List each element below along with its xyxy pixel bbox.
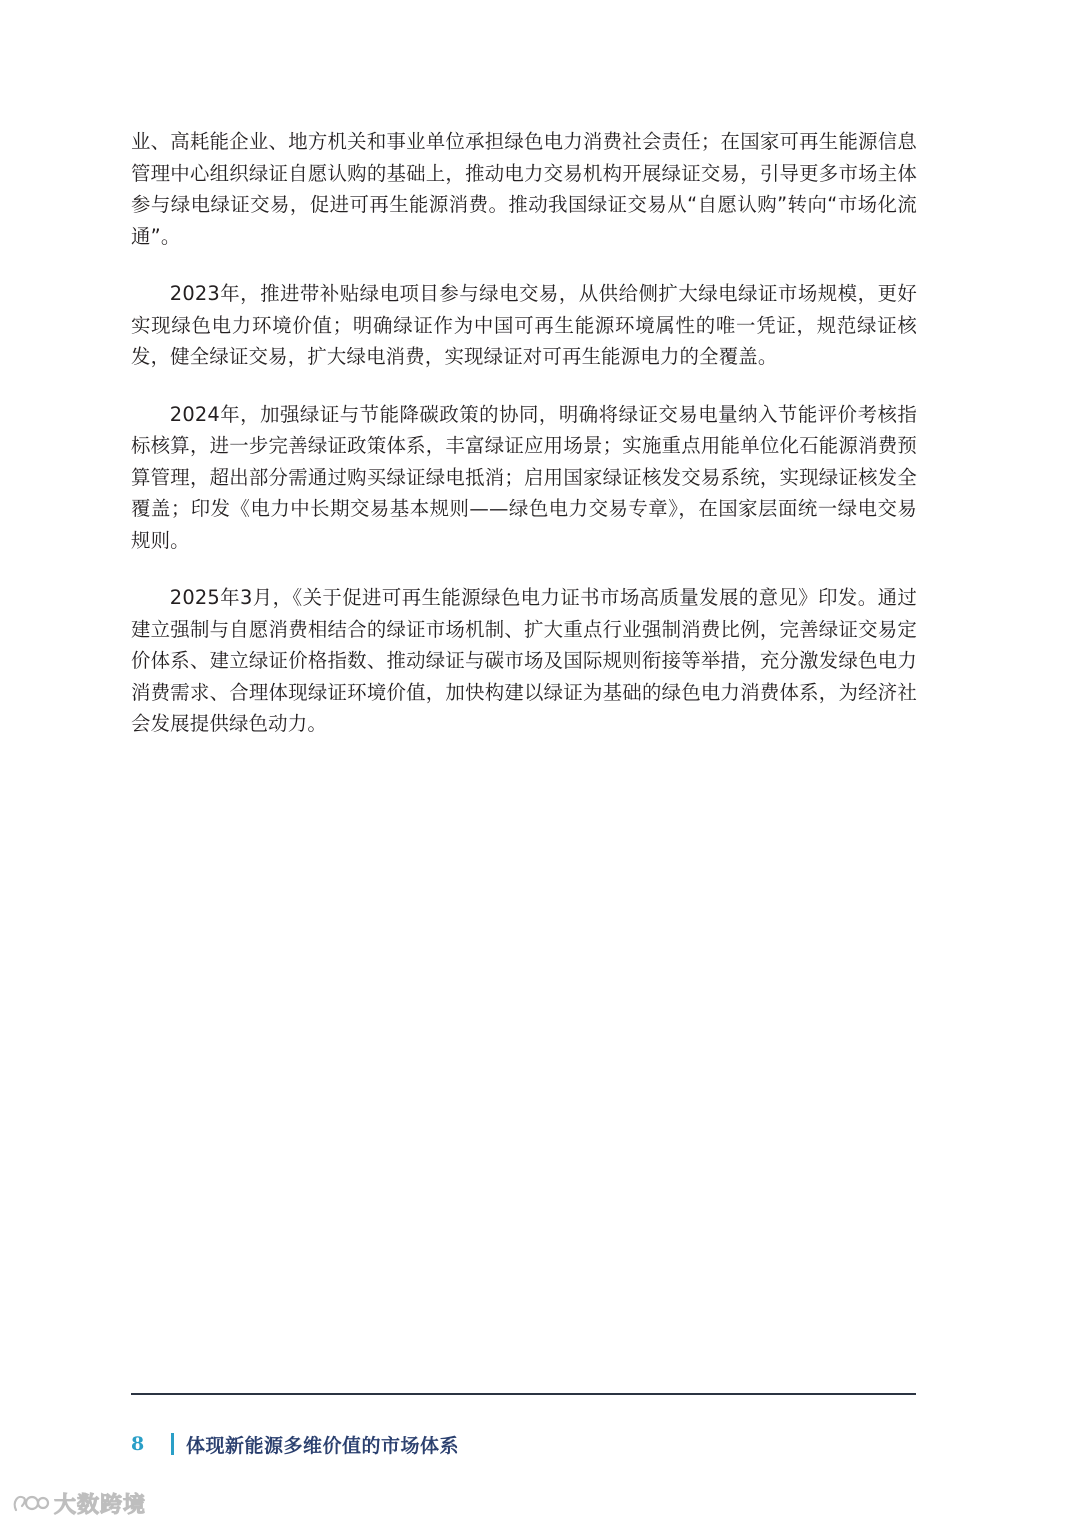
paragraph: 业、高耗能企业、地方机关和事业单位承担绿色电力消费社会责任；在国家可再生能源信息管理中心组织绿证自愿认购的基础上，推动电力交易机构开展绿证交易，引导更多市场主体参与绿电绿证交易，促进可再生能源消费。推动我国绿证交易从“自愿认购”转向“市场化流通”。 [131,130,917,248]
paragraph: 2023年，推进带补贴绿电项目参与绿电交易，从供给侧扩大绿电绿证市场规模，更好实现绿色电力环境价值；明确绿证作为中国可再生能源环境属性的唯一凭证，规范绿证核发，健全绿证交易，扩大绿电消费，实现绿证对可再生能源电力的全覆盖。 [131,282,917,368]
page-footer [131,1428,459,1460]
watermark-text: 大数跨境 [54,1493,147,1518]
watermark-logo-icon [10,1490,50,1518]
footer-separator-bar [171,1433,174,1455]
paragraph: 2025年3月，《关于促进可再生能源绿色电力证书市场高质量发展的意见》印发。通过建立强制与自愿消费相结合的绿证市场机制、扩大重点行业强制消费比例，完善绿证交易定价体系、建立绿证价格指数、推动绿证与碳市场及国际规则衔接等举措，充分激发绿色电力消费需求、合理体现绿证环境价值，加快构建以绿证为基础的绿色电力消费体系，为经济社会发展提供绿色动力。 [131,586,917,735]
paragraph: 2024年，加强绿证与节能降碳政策的协同，明确将绿证交易电量纳入节能评价考核指标核算，进一步完善绿证政策体系，丰富绿证应用场景；实施重点用能单位化石能源消费预算管理，超出部分需通过购买绿证绿电抵消；启用国家绿证核发交易系统，实现绿证核发全覆盖；印发《电力中长期交易基本规则——绿色电力交易专章》，在国家层面统一绿电交易规则。 [131,402,917,552]
page-number: 8 [131,1433,145,1455]
document-body [131,126,917,766]
footer-section-title: 体现新能源多维价值的市场体系 [186,1434,460,1457]
watermark [10,1488,146,1519]
footer-divider [131,1393,916,1395]
